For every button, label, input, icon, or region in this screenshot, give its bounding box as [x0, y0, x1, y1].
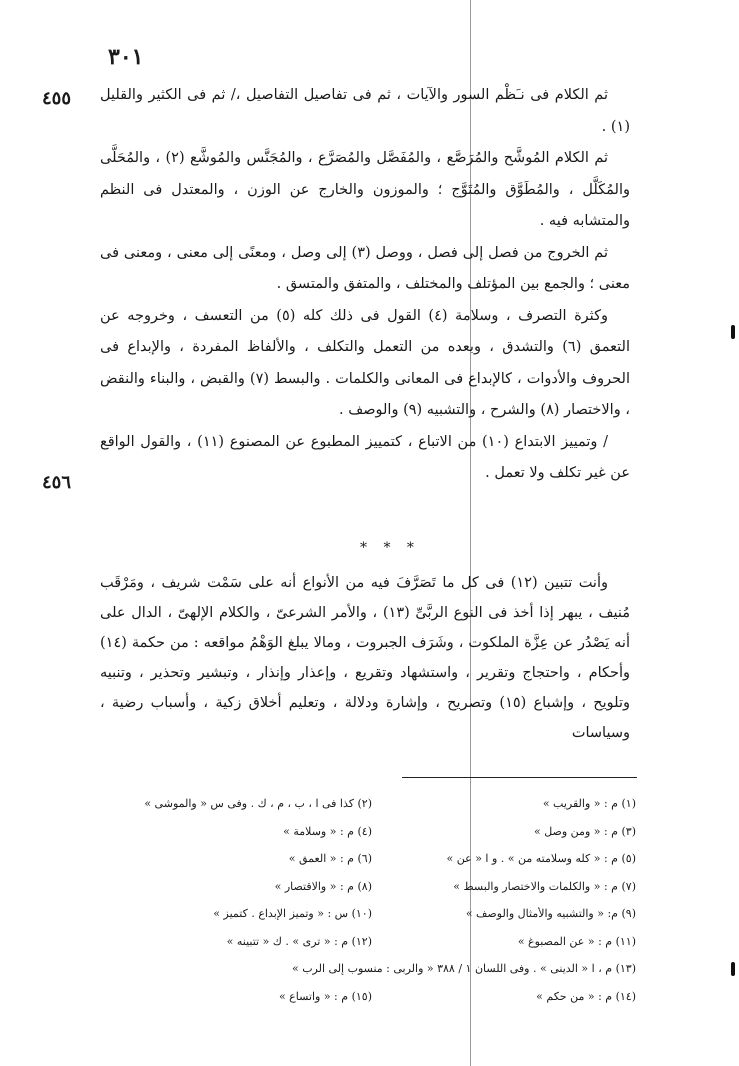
- footnote: (٢) كذا فى ا ، ب ، م ، ك . وفى س « والموشى »: [144, 797, 372, 811]
- margin-number-456: ٤٥٦: [42, 472, 72, 493]
- footnote: (١١) م : « عن المصبوغ »: [517, 934, 636, 948]
- footnote: (٥) م : « كله وسلامته من » . و ا « عن »: [446, 852, 636, 866]
- footnote-row: [108, 873, 636, 901]
- footnote-row: [108, 955, 636, 983]
- footnote: (١٠) س : « وتميز الإبداع . كتميز »: [213, 907, 372, 921]
- footnote: (٣) م : « ومن وصل »: [533, 824, 636, 838]
- binding-mark-bottom: [731, 962, 735, 976]
- footnote-row: [108, 983, 636, 1011]
- footnote-row: [108, 818, 636, 846]
- footnotes: [108, 790, 636, 1010]
- paragraph: وأنت تتبين (١٢) فى كل ما تَصَرَّفَ فيه من الأنواع أنه على سَمْت شريف ، ومَرْقَب مُنيف ، يبهر إذا أخذ فى النوع الربَّىِّ (١٣) ، والأمر الشرعىّ ، والكلام الإلهىّ ، الدال على أنه يَصْدُر عن عِزَّة الملكوت ، وشَرَف الجبروت ، ومالا يبلغ الوَهْمُ مواقعه : من حكمة (١٤) وأحكام ، واحتجاج وتقرير ، واستشهاد وتقريع ، وإعذار وإنذار ، وتبشير وتحذير ، وتنبيه وتلويح ، وإشباع (١٥) وتصريح ، وإشارة ودلالة ، وتعليم أخلاق زكية ، وأسباب رضية ، وسياسات: [100, 575, 630, 741]
- footnote: (١٢) م : « ترى » . ك « تتبينه »: [226, 934, 372, 948]
- footnote-row: [108, 790, 636, 818]
- footnote-row: [108, 845, 636, 873]
- paragraph: ثم الكلام فى نـَظْم السور والآيات ، ثم فى تفاصيل التفاصيل ،/ ثم فى الكثير والقليل (١) .: [100, 87, 630, 135]
- body-text-bottom: [100, 568, 630, 748]
- paragraph: / وتمييز الابتداع (١٠) من الاتباع ، كتمييز المطبوع عن المصنوع (١١) ، والقول الواقع عن غير تكلف ولا تعمل .: [100, 433, 630, 481]
- footnote: (١٣) م ، ا « الدينى » . وفى اللسان ١ / ٣٨٨ « والربى : منسوب إلى الرب »: [291, 962, 636, 976]
- section-separator: * * *: [360, 540, 420, 556]
- footnote: (٨) م : « والاقتصار »: [274, 879, 372, 893]
- footnote-row: [108, 900, 636, 928]
- footnote: (١٥) م : « واتساع »: [278, 989, 372, 1003]
- footnote-rule: [402, 777, 637, 778]
- footnote: (١) م : « والقريب »: [542, 797, 636, 811]
- footnote: (٧) م : « والكلمات والاختصار والبسط »: [453, 879, 636, 893]
- footnote: (٩) م: « والتشبيه والأمثال والوصف »: [465, 907, 636, 921]
- footnote-row: [108, 928, 636, 956]
- page-number: ٣٠١: [108, 44, 144, 70]
- paragraph: ثم الخروج من فصل إلى فصل ، ووصل (٣) إلى وصل ، ومعنًى إلى معنى ، ومعنى فى معنى ؛ والجمع بين المؤتلف والمختلف ، والمتفق والمتسق .: [100, 244, 630, 292]
- footnote: (١٤) م : « من حكم »: [536, 989, 636, 1003]
- margin-number-455: ٤٥٥: [42, 88, 72, 109]
- footnote: (٦) م : « العمق »: [288, 852, 372, 866]
- body-text-top: [100, 80, 630, 490]
- paragraph: وكثرة التصرف ، وسلامة (٤) القول فى ذلك كله (٥) من التعسف ، وخروجه عن التعمق (٦) والتشدق ، وبعده من التعمل والتكلف ، والألفاظ المفردة ، والإبداع فى الحروف والأدوات ، كالإبداع فى المعانى والكلمات . والبسط (٧) والقبض ، والبناء والنقض ، والاختصار (٨) والشرح ، والتشبيه (٩) والوصف .: [100, 307, 630, 418]
- paragraph: ثم الكلام المُوشَّح والمُرَصَّع ، والمُفَصَّل والمُصَرَّع ، والمُجَنَّس والمُوشَّع (٢) ، والمُحَلَّى والمُكَلَّل ، والمُطَوَّق والمُتَوَّج ؛ والموزون والخارج عن الوزن ، والمعتدل فى النظم والمتشابه فيه .: [100, 150, 630, 229]
- footnote: (٤) م : « وسلامة »: [283, 824, 372, 838]
- binding-mark-top: [731, 325, 735, 339]
